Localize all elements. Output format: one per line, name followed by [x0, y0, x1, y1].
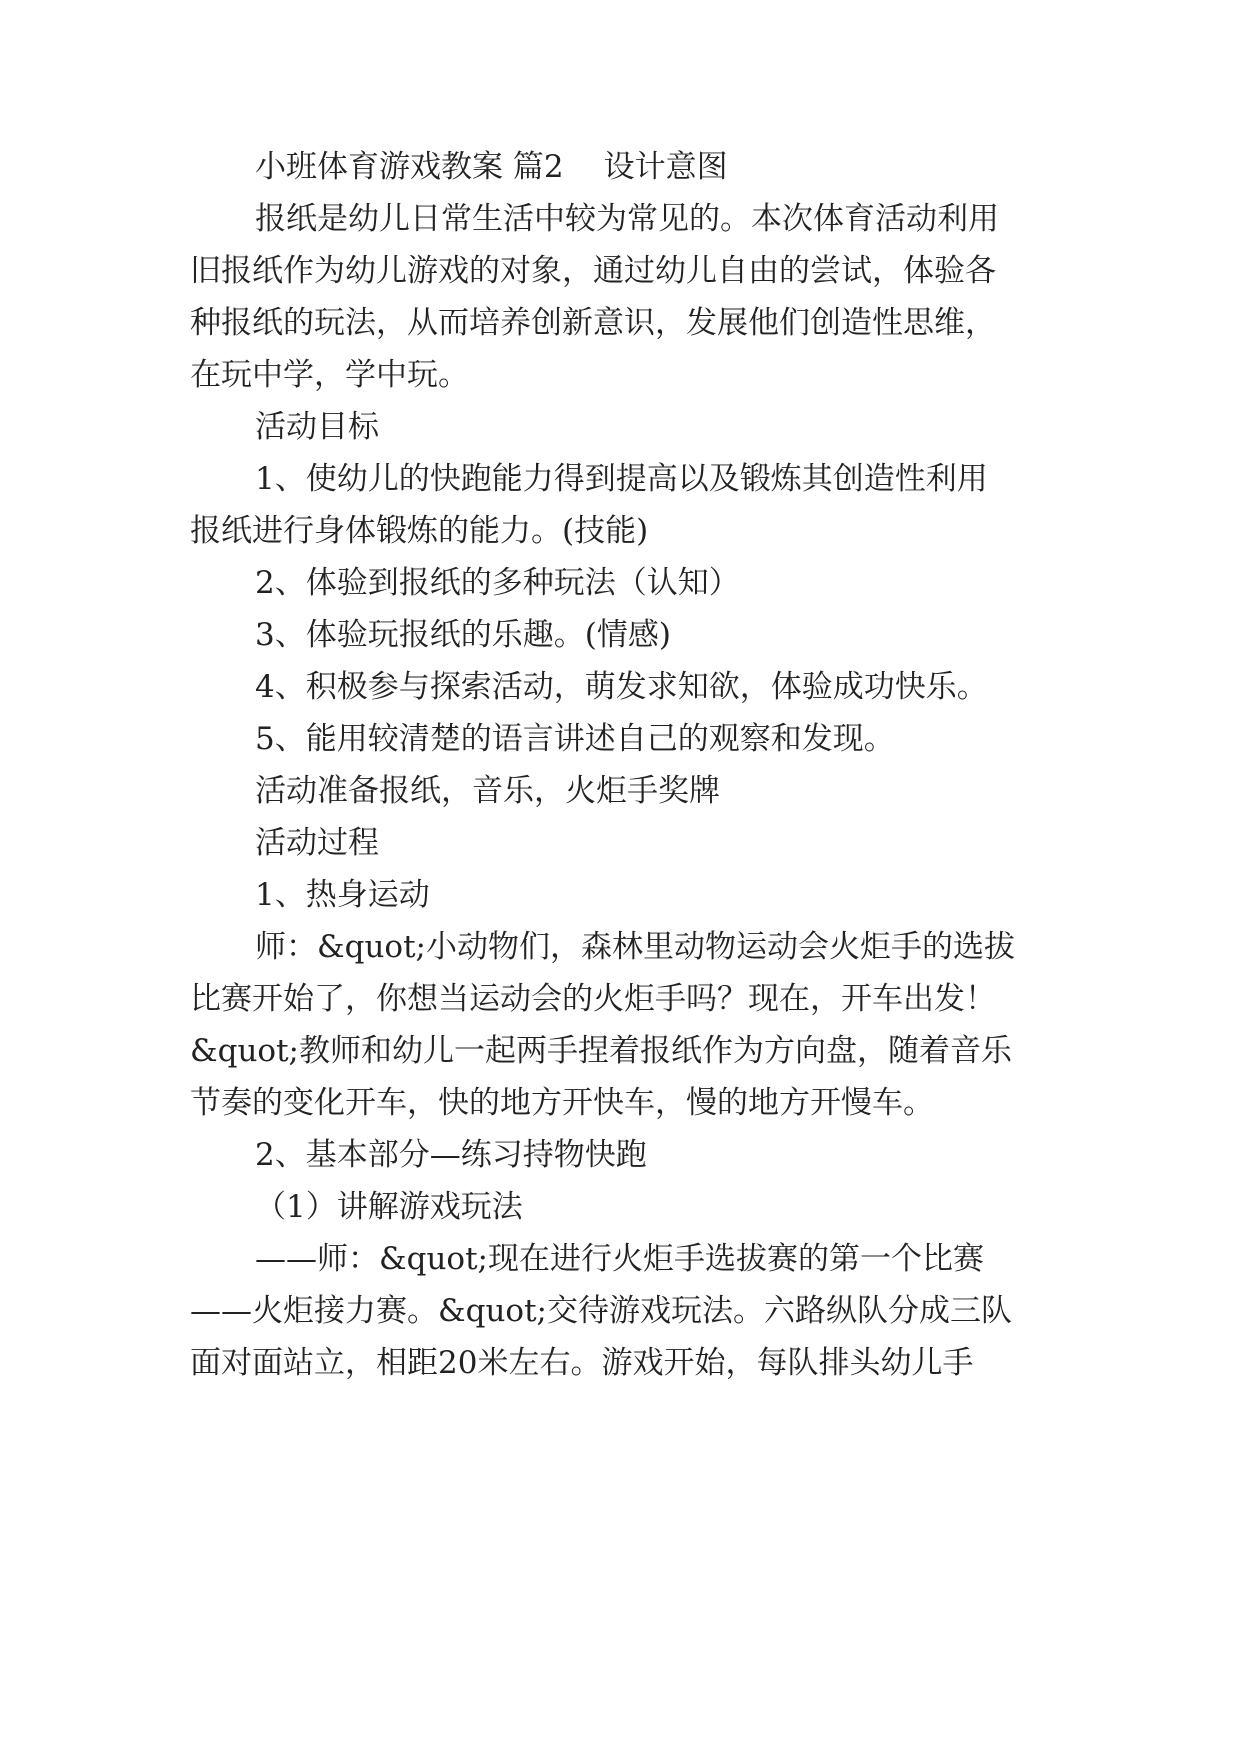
- section-heading: 活动过程: [255, 825, 379, 861]
- paragraph-line: 旧报纸作为幼儿游戏的对象，通过幼儿自由的尝试，体验各: [190, 253, 996, 289]
- list-item-continuation: 报纸进行身体锻炼的能力。(技能): [190, 513, 649, 549]
- document-heading: [255, 145, 1060, 189]
- sub-list-item: （1）讲解游戏玩法: [255, 1189, 523, 1225]
- section-heading: 活动准备报纸，音乐，火炬手奖牌: [255, 773, 720, 809]
- paragraph-line: 报纸是幼儿日常生活中较为常见的。本次体育活动利用: [255, 201, 999, 237]
- paragraph-line: 师：&quot;小动物们，森林里动物运动会火炬手的选拔: [255, 929, 1015, 965]
- list-item: 5、能用较清楚的语言讲述自己的观察和发现。: [255, 721, 895, 757]
- section-heading: 活动目标: [255, 409, 379, 445]
- list-item: 2、基本部分—练习持物快跑: [255, 1137, 647, 1173]
- heading-title: 小班体育游戏教案 篇2: [255, 149, 564, 185]
- paragraph-line: 种报纸的玩法，从而培养创新意识，发展他们创造性思维，: [190, 305, 996, 341]
- paragraph-line: ——火炬接力赛。&quot;交待游戏玩法。六路纵队分成三队: [190, 1293, 1012, 1329]
- paragraph-line: ——师：&quot;现在进行火炬手选拔赛的第一个比赛: [255, 1241, 984, 1277]
- list-item: 4、积极参与探索活动，萌发求知欲，体验成功快乐。: [255, 669, 988, 705]
- list-item: 3、体验玩报纸的乐趣。(情感): [255, 617, 671, 653]
- paragraph-line: 节奏的变化开车，快的地方开快车，慢的地方开慢车。: [190, 1085, 934, 1121]
- list-item: 1、热身运动: [255, 877, 430, 913]
- paragraph-line: 面对面站立，相距20米左右。游戏开始，每队排头幼儿手: [190, 1345, 974, 1381]
- paragraph-line: &quot;教师和幼儿一起两手捏着报纸作为方向盘，随着音乐: [190, 1033, 1012, 1069]
- heading-section: 设计意图: [603, 149, 728, 185]
- list-item: 1、使幼儿的快跑能力得到提高以及锻炼其创造性利用: [255, 461, 988, 497]
- paragraph-line: 在玩中学，学中玩。: [190, 357, 469, 393]
- paragraph-line: 比赛开始了，你想当运动会的火炬手吗？现在，开车出发！: [190, 981, 996, 1017]
- list-item: 2、体验到报纸的多种玩法（认知）: [255, 565, 740, 601]
